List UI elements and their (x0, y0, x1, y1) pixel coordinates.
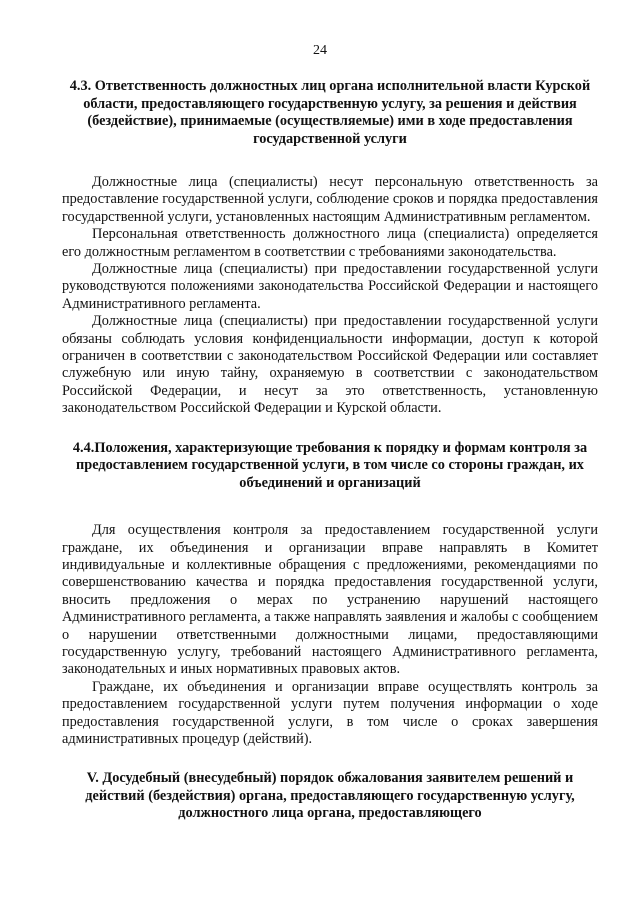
section-4-4 (62, 440, 598, 749)
section-4-3-paragraph: Персональная ответственность должностного лица (специалиста) определяется его должностным регламентом в соответствии с требованиями законодательства. (62, 226, 598, 260)
section-5-heading: V. Досудебный (внесудебный) порядок обжалования заявителем решений и действий (бездействия) органа, предоставляющего государственную услугу, должностного лица органа, предоставляющего (85, 770, 575, 822)
page-content (62, 78, 598, 849)
section-4-3-paragraph: Должностные лица (специалисты) при предоставлении государственной услуги руководствуются положениями законодательства Российской Федерации и настоящего Административного регламента. (62, 261, 598, 312)
section-4-4-paragraph: Граждане, их объединения и организации вправе осуществлять контроль за предоставлением государственной услуги путем получения информации о ходе предоставления государственной услуги, в том числе о сроках завершения административных процедур (действий). (62, 678, 598, 748)
section-4-4-heading: 4.4.Положения, характеризующие требования к порядку и формам контроля за предоставлением государственной услуги, в том числе со стороны граждан, их объединений и организаций (72, 439, 588, 491)
section-4-4-paragraph: Для осуществления контроля за предоставлением государственной услуги граждане, их объединения и организации вправе направлять в Комитет индивидуальные и коллективные обращения с предложениями, рекомендациями по совершенствованию качества и порядка предоставления государственной услуги, вносить предложения о мерах по устранению нарушений настоящего Административного регламента, а также направлять заявления и жалобы с сообщением о нарушении ответственными должностными лицами, предоставляющими государственную услугу, требований настоящего Административного регламента, законодательных и иных нормативных правовых актов. (62, 522, 598, 678)
section-4-3-paragraph: Должностные лица (специалисты) при предоставлении государственной услуги обязаны соблюдать условия конфиденциальности информации, доступ к которой ограничен в соответствии с законодательством Российской Федерации или составляет служебную или иную тайну, охраняемую в соответствии с законодательством Российской Федерации, и несут за это ответственность, установленную законодательством Российской Федерации и Курской области. (62, 313, 598, 417)
page-number: 24 (313, 43, 327, 58)
section-5 (62, 770, 598, 823)
section-4-3-heading: 4.3. Ответственность должностных лиц органа исполнительной власти Курской области, предоставляющего государственную услугу, за решения и действия (бездействие), принимаемые (осуществляемые) ими в ходе предоставления государственной услуги (69, 78, 591, 147)
section-4-3 (62, 78, 598, 418)
section-4-3-paragraph: Должностные лица (специалисты) несут персональную ответственность за предоставление государственной услуги, соблюдение сроков и порядка предоставления государственной услуги, установленных настоящим Административным регламентом. (62, 174, 598, 225)
